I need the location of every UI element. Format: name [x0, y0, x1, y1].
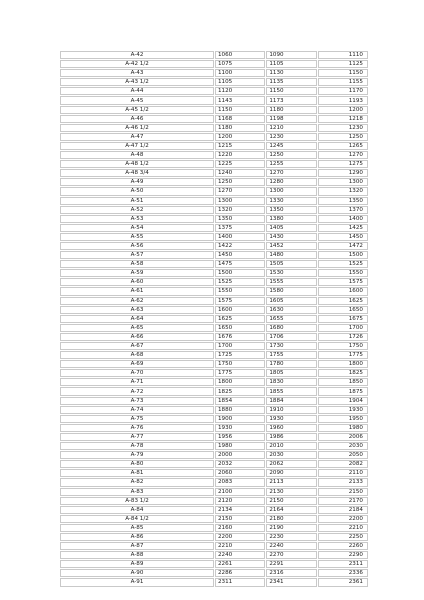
value-cell: 1986: [266, 433, 316, 441]
designation-cell: A-80: [60, 460, 214, 468]
value-cell: 1605: [266, 297, 316, 305]
table-row: [60, 142, 368, 150]
value-cell: 1780: [266, 360, 316, 368]
value-cell: 1850: [318, 378, 368, 386]
value-cell: 1400: [318, 215, 368, 223]
designation-cell: A-56: [60, 242, 214, 250]
value-cell: 1143: [215, 96, 265, 104]
value-cell: 2311: [318, 560, 368, 568]
table-row: [60, 315, 368, 323]
value-cell: 1750: [215, 360, 265, 368]
value-cell: 1580: [266, 287, 316, 295]
value-cell: 1930: [215, 424, 265, 432]
designation-cell: A-71: [60, 378, 214, 386]
table-row: [60, 87, 368, 95]
value-cell: 1150: [215, 106, 265, 114]
designation-cell: A-79: [60, 451, 214, 459]
value-cell: 1230: [266, 133, 316, 141]
value-cell: 1430: [266, 233, 316, 241]
table-row: [60, 442, 368, 450]
value-cell: 1625: [318, 297, 368, 305]
value-cell: 1675: [318, 315, 368, 323]
table-row: [60, 415, 368, 423]
table-row: [60, 197, 368, 205]
value-cell: 1625: [215, 315, 265, 323]
value-cell: 1180: [266, 106, 316, 114]
value-cell: 1980: [215, 442, 265, 450]
value-cell: 1755: [266, 351, 316, 359]
value-cell: 2270: [266, 551, 316, 559]
value-cell: 1225: [215, 160, 265, 168]
table-row: [60, 224, 368, 232]
value-cell: 1450: [215, 251, 265, 259]
value-cell: 2200: [215, 533, 265, 541]
table-row: [60, 233, 368, 241]
value-cell: 1135: [266, 78, 316, 86]
value-cell: 2210: [318, 524, 368, 532]
designation-cell: A-84 1/2: [60, 515, 214, 523]
table-row: [60, 133, 368, 141]
value-cell: 1825: [215, 387, 265, 395]
value-cell: 2083: [215, 478, 265, 486]
value-cell: 1405: [266, 224, 316, 232]
designation-cell: A-90: [60, 569, 214, 577]
value-cell: 1300: [318, 178, 368, 186]
value-cell: 2130: [266, 488, 316, 496]
table-row: [60, 60, 368, 68]
designation-cell: A-61: [60, 287, 214, 295]
designation-cell: A-74: [60, 406, 214, 414]
table-row: [60, 569, 368, 577]
value-cell: 1425: [318, 224, 368, 232]
value-cell: 1198: [266, 115, 316, 123]
value-cell: 2210: [215, 542, 265, 550]
table-row: [60, 578, 368, 586]
table-row: [60, 287, 368, 295]
designation-cell: A-45: [60, 96, 214, 104]
value-cell: 1170: [318, 87, 368, 95]
table-row: [60, 497, 368, 505]
value-cell: 1575: [318, 278, 368, 286]
value-cell: 1193: [318, 96, 368, 104]
designation-cell: A-49: [60, 178, 214, 186]
designation-cell: A-78: [60, 442, 214, 450]
designation-cell: A-47: [60, 133, 214, 141]
table-row: [60, 515, 368, 523]
table-row: [60, 451, 368, 459]
table-row: [60, 306, 368, 314]
table-row: [60, 351, 368, 359]
value-cell: 1320: [318, 187, 368, 195]
value-cell: 2336: [318, 569, 368, 577]
value-cell: 1550: [215, 287, 265, 295]
designation-cell: A-73: [60, 397, 214, 405]
value-cell: 1800: [318, 360, 368, 368]
value-cell: 1452: [266, 242, 316, 250]
table-row: [60, 542, 368, 550]
designation-cell: A-70: [60, 369, 214, 377]
value-cell: 1700: [215, 342, 265, 350]
value-cell: 1650: [318, 306, 368, 314]
designation-cell: A-48: [60, 151, 214, 159]
table-row: [60, 524, 368, 532]
table-row: [60, 424, 368, 432]
value-cell: 2170: [318, 497, 368, 505]
designation-cell: A-91: [60, 578, 214, 586]
value-cell: 2316: [266, 569, 316, 577]
table-row: [60, 51, 368, 59]
table-row: [60, 169, 368, 177]
designation-cell: A-77: [60, 433, 214, 441]
value-cell: 2160: [215, 524, 265, 532]
value-cell: 1290: [318, 169, 368, 177]
table-row: [60, 488, 368, 496]
designation-cell: A-42 1/2: [60, 60, 214, 68]
value-cell: 1750: [318, 342, 368, 350]
value-cell: 1210: [266, 124, 316, 132]
designation-cell: A-86: [60, 533, 214, 541]
table-row: [60, 369, 368, 377]
table-row: [60, 187, 368, 195]
value-cell: 1105: [266, 60, 316, 68]
designation-cell: A-63: [60, 306, 214, 314]
value-cell: 2230: [266, 533, 316, 541]
designation-cell: A-76: [60, 424, 214, 432]
table-row: [60, 551, 368, 559]
designation-cell: A-43: [60, 69, 214, 77]
value-cell: 1105: [215, 78, 265, 86]
value-cell: 2133: [318, 478, 368, 486]
value-cell: 1956: [215, 433, 265, 441]
designation-cell: A-69: [60, 360, 214, 368]
designation-cell: A-81: [60, 469, 214, 477]
value-cell: 2260: [318, 542, 368, 550]
value-cell: 2110: [318, 469, 368, 477]
table-row: [60, 560, 368, 568]
designation-cell: A-87: [60, 542, 214, 550]
value-cell: 1255: [266, 160, 316, 168]
table-row: [60, 78, 368, 86]
designation-cell: A-68: [60, 351, 214, 359]
value-cell: 2291: [266, 560, 316, 568]
value-cell: 1930: [318, 406, 368, 414]
value-cell: 1480: [266, 251, 316, 259]
value-cell: 2180: [266, 515, 316, 523]
value-cell: 2010: [266, 442, 316, 450]
value-cell: 1173: [266, 96, 316, 104]
value-cell: 1980: [318, 424, 368, 432]
value-cell: 2150: [266, 497, 316, 505]
designation-cell: A-83: [60, 488, 214, 496]
value-cell: 2250: [318, 533, 368, 541]
value-cell: 1600: [215, 306, 265, 314]
value-cell: 1880: [215, 406, 265, 414]
value-cell: 1775: [215, 369, 265, 377]
value-cell: 1300: [266, 187, 316, 195]
value-cell: 1855: [266, 387, 316, 395]
designation-cell: A-66: [60, 333, 214, 341]
table-row: [60, 478, 368, 486]
table-row: [60, 115, 368, 123]
value-cell: 2190: [266, 524, 316, 532]
value-cell: 1655: [266, 315, 316, 323]
value-cell: 1680: [266, 324, 316, 332]
value-cell: 1350: [318, 197, 368, 205]
value-cell: 2240: [215, 551, 265, 559]
table-body: [60, 51, 368, 587]
designation-cell: A-59: [60, 269, 214, 277]
value-cell: 1130: [266, 69, 316, 77]
value-cell: 2030: [318, 442, 368, 450]
value-cell: 1555: [266, 278, 316, 286]
value-cell: 2134: [215, 506, 265, 514]
designation-cell: A-52: [60, 206, 214, 214]
designation-cell: A-53: [60, 215, 214, 223]
designation-cell: A-54: [60, 224, 214, 232]
value-cell: 1125: [318, 60, 368, 68]
value-cell: 1380: [266, 215, 316, 223]
designation-cell: A-84: [60, 506, 214, 514]
value-cell: 1100: [215, 69, 265, 77]
value-cell: 1275: [318, 160, 368, 168]
designation-cell: A-83 1/2: [60, 497, 214, 505]
value-cell: 1825: [318, 369, 368, 377]
belt-size-table-container: [59, 50, 369, 588]
table-row: [60, 124, 368, 132]
value-cell: 1500: [215, 269, 265, 277]
value-cell: 1218: [318, 115, 368, 123]
value-cell: 1240: [215, 169, 265, 177]
designation-cell: A-51: [60, 197, 214, 205]
value-cell: 1270: [215, 187, 265, 195]
designation-cell: A-72: [60, 387, 214, 395]
value-cell: 1530: [266, 269, 316, 277]
designation-cell: A-48 3/4: [60, 169, 214, 177]
value-cell: 1910: [266, 406, 316, 414]
designation-cell: A-44: [60, 87, 214, 95]
value-cell: 1805: [266, 369, 316, 377]
value-cell: 2006: [318, 433, 368, 441]
value-cell: 1875: [318, 387, 368, 395]
value-cell: 1904: [318, 397, 368, 405]
value-cell: 1075: [215, 60, 265, 68]
value-cell: 1900: [215, 415, 265, 423]
designation-cell: A-60: [60, 278, 214, 286]
table-row: [60, 151, 368, 159]
value-cell: 1475: [215, 260, 265, 268]
value-cell: 1726: [318, 333, 368, 341]
designation-cell: A-46: [60, 115, 214, 123]
designation-cell: A-55: [60, 233, 214, 241]
value-cell: 2184: [318, 506, 368, 514]
table-row: [60, 251, 368, 259]
value-cell: 1270: [266, 169, 316, 177]
value-cell: 1330: [266, 197, 316, 205]
value-cell: 1250: [215, 178, 265, 186]
designation-cell: A-45 1/2: [60, 106, 214, 114]
table-row: [60, 506, 368, 514]
table-row: [60, 387, 368, 395]
table-row: [60, 342, 368, 350]
value-cell: 1280: [266, 178, 316, 186]
table-row: [60, 297, 368, 305]
table-row: [60, 324, 368, 332]
value-cell: 1884: [266, 397, 316, 405]
value-cell: 1168: [215, 115, 265, 123]
value-cell: 1775: [318, 351, 368, 359]
designation-cell: A-65: [60, 324, 214, 332]
table-row: [60, 106, 368, 114]
value-cell: 1960: [266, 424, 316, 432]
designation-cell: A-57: [60, 251, 214, 259]
value-cell: 1350: [215, 215, 265, 223]
value-cell: 2311: [215, 578, 265, 586]
value-cell: 1300: [215, 197, 265, 205]
value-cell: 1630: [266, 306, 316, 314]
designation-cell: A-67: [60, 342, 214, 350]
table-row: [60, 406, 368, 414]
value-cell: 1700: [318, 324, 368, 332]
designation-cell: A-47 1/2: [60, 142, 214, 150]
value-cell: 1500: [318, 251, 368, 259]
value-cell: 2060: [215, 469, 265, 477]
value-cell: 1060: [215, 51, 265, 59]
designation-cell: A-82: [60, 478, 214, 486]
value-cell: 2032: [215, 460, 265, 468]
designation-cell: A-43 1/2: [60, 78, 214, 86]
value-cell: 1200: [215, 133, 265, 141]
table-row: [60, 533, 368, 541]
table-row: [60, 69, 368, 77]
value-cell: 1350: [266, 206, 316, 214]
designation-cell: A-48 1/2: [60, 160, 214, 168]
value-cell: 2200: [318, 515, 368, 523]
table-row: [60, 397, 368, 405]
value-cell: 1800: [215, 378, 265, 386]
table-row: [60, 433, 368, 441]
value-cell: 2100: [215, 488, 265, 496]
value-cell: 1120: [215, 87, 265, 95]
value-cell: 2082: [318, 460, 368, 468]
table-row: [60, 278, 368, 286]
value-cell: 1220: [215, 151, 265, 159]
value-cell: 2240: [266, 542, 316, 550]
value-cell: 2090: [266, 469, 316, 477]
value-cell: 1215: [215, 142, 265, 150]
value-cell: 2290: [318, 551, 368, 559]
value-cell: 2050: [318, 451, 368, 459]
value-cell: 1575: [215, 297, 265, 305]
table-row: [60, 178, 368, 186]
value-cell: 1450: [318, 233, 368, 241]
value-cell: 2000: [215, 451, 265, 459]
value-cell: 1422: [215, 242, 265, 250]
value-cell: 1525: [215, 278, 265, 286]
value-cell: 1525: [318, 260, 368, 268]
value-cell: 2361: [318, 578, 368, 586]
value-cell: 1270: [318, 151, 368, 159]
belt-size-table: [59, 50, 369, 588]
value-cell: 1930: [266, 415, 316, 423]
table-row: [60, 242, 368, 250]
table-row: [60, 469, 368, 477]
value-cell: 1200: [318, 106, 368, 114]
designation-cell: A-42: [60, 51, 214, 59]
value-cell: 1706: [266, 333, 316, 341]
designation-cell: A-50: [60, 187, 214, 195]
value-cell: 2261: [215, 560, 265, 568]
table-row: [60, 260, 368, 268]
value-cell: 1150: [266, 87, 316, 95]
value-cell: 2341: [266, 578, 316, 586]
value-cell: 1150: [318, 69, 368, 77]
value-cell: 1600: [318, 287, 368, 295]
table-row: [60, 360, 368, 368]
table-row: [60, 460, 368, 468]
designation-cell: A-75: [60, 415, 214, 423]
table-row: [60, 160, 368, 168]
value-cell: 1725: [215, 351, 265, 359]
value-cell: 1230: [318, 124, 368, 132]
value-cell: 1250: [318, 133, 368, 141]
value-cell: 1090: [266, 51, 316, 59]
designation-cell: A-58: [60, 260, 214, 268]
value-cell: 1472: [318, 242, 368, 250]
value-cell: 2113: [266, 478, 316, 486]
value-cell: 1320: [215, 206, 265, 214]
designation-cell: A-62: [60, 297, 214, 305]
value-cell: 2164: [266, 506, 316, 514]
table-row: [60, 206, 368, 214]
value-cell: 1375: [215, 224, 265, 232]
value-cell: 1265: [318, 142, 368, 150]
value-cell: 1650: [215, 324, 265, 332]
designation-cell: A-64: [60, 315, 214, 323]
value-cell: 1400: [215, 233, 265, 241]
value-cell: 1245: [266, 142, 316, 150]
designation-cell: A-89: [60, 560, 214, 568]
value-cell: 1155: [318, 78, 368, 86]
value-cell: 1250: [266, 151, 316, 159]
value-cell: 2030: [266, 451, 316, 459]
value-cell: 1950: [318, 415, 368, 423]
table-row: [60, 96, 368, 104]
value-cell: 1854: [215, 397, 265, 405]
value-cell: 2150: [318, 488, 368, 496]
table-row: [60, 378, 368, 386]
value-cell: 1730: [266, 342, 316, 350]
value-cell: 2150: [215, 515, 265, 523]
table-row: [60, 269, 368, 277]
designation-cell: A-46 1/2: [60, 124, 214, 132]
value-cell: 1505: [266, 260, 316, 268]
value-cell: 1370: [318, 206, 368, 214]
value-cell: 2062: [266, 460, 316, 468]
value-cell: 2286: [215, 569, 265, 577]
designation-cell: A-88: [60, 551, 214, 559]
value-cell: 1830: [266, 378, 316, 386]
value-cell: 1110: [318, 51, 368, 59]
table-row: [60, 333, 368, 341]
value-cell: 1550: [318, 269, 368, 277]
value-cell: 1676: [215, 333, 265, 341]
value-cell: 1180: [215, 124, 265, 132]
designation-cell: A-85: [60, 524, 214, 532]
value-cell: 2120: [215, 497, 265, 505]
table-row: [60, 215, 368, 223]
